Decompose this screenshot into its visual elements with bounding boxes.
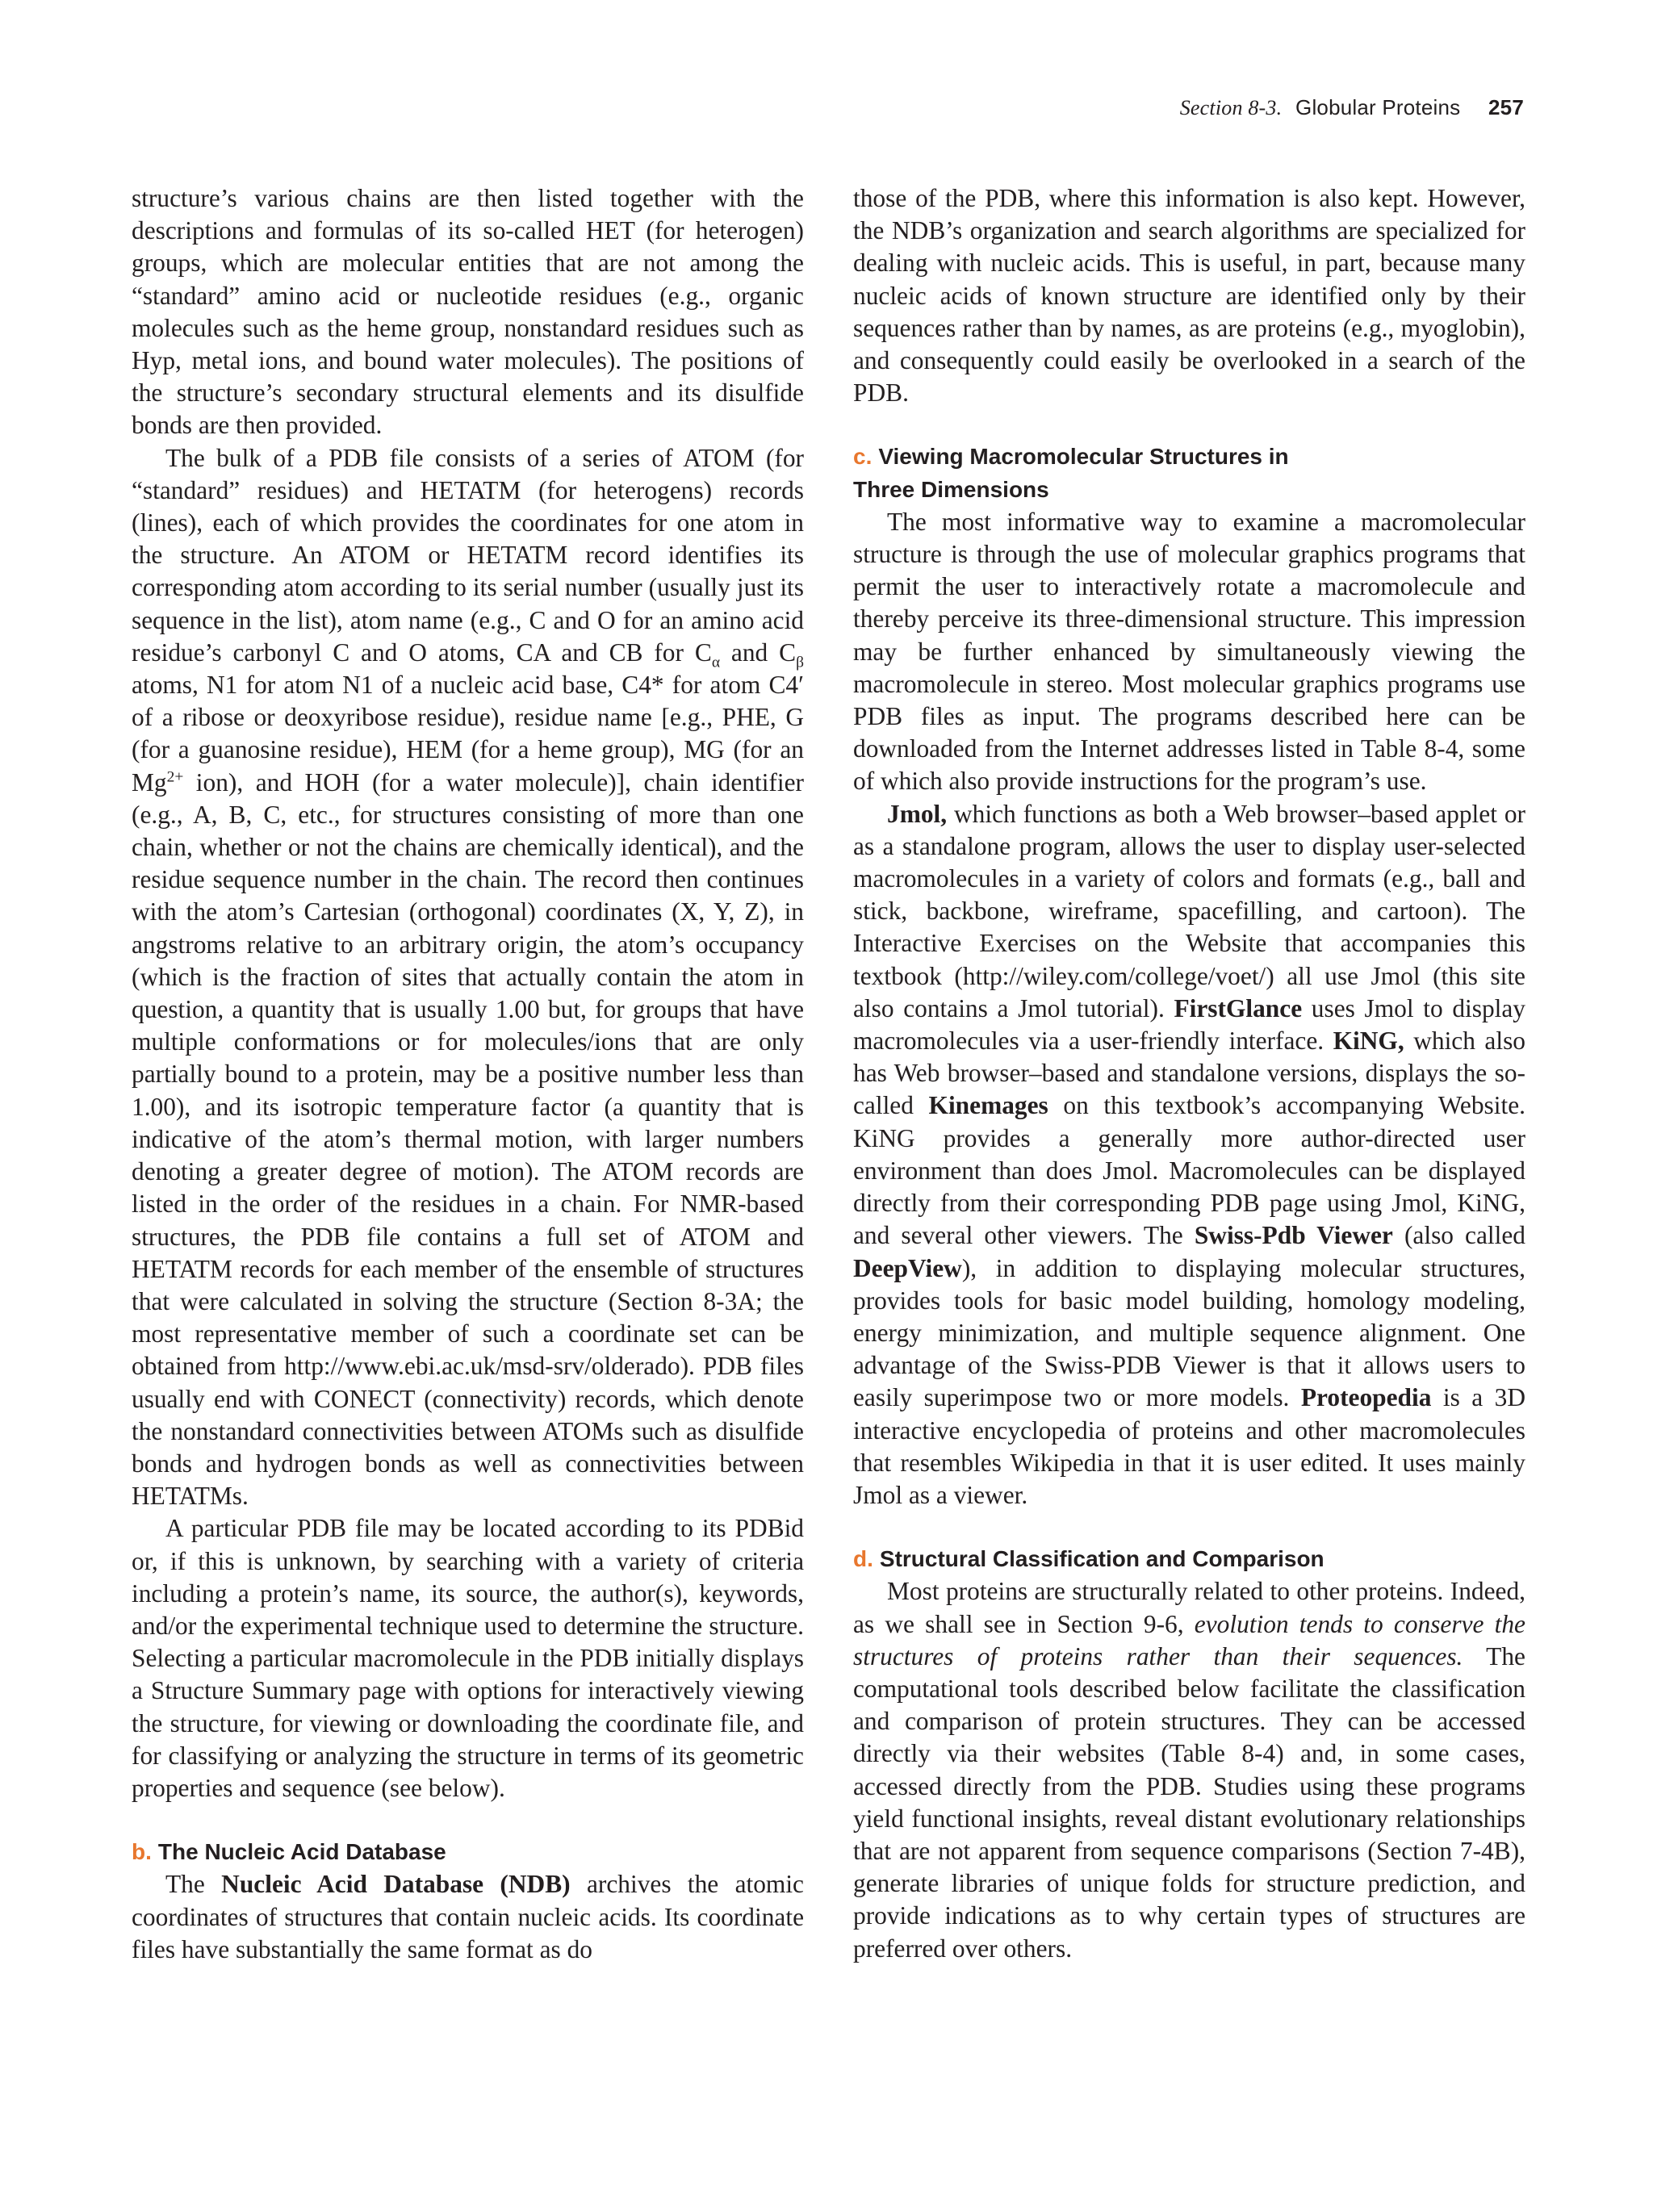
paragraph-structural-classification: Most proteins are structurally related to other proteins. Indeed, as we shall see in Section 9-6, evolution tends to conserve the structures of proteins rather than their sequences. The computational tools described below facilitate the classification and comparison of protein structures. They can be accessed directly via their websites (Table 8-4) and, in some cases, accessed directly from the PDB. Studies using these programs yield functional insights, reveal distant evolutionary relationships that are not apparent from sequence comparisons (Section 7-4B), generate libraries of unique folds for structure prediction, and provide indications as to why certain types of structures are preferred over others. [853, 1577, 1525, 1963]
section-number: Section 8-3. [1179, 96, 1283, 119]
paragraph-continued: structure’s various chains are then listed together with the descriptions and formulas of its so-called HET (for heterogen) groups, which are molecular entities that are not among the “standard” amino acid or nucleotide residues (e.g., organic molecules such as the heme group, nonstandard residues such as Hyp, metal ions, and bound water molecules). The positions of the structure’s secondary structural elements and its disulfide bonds are then provided. [132, 184, 804, 440]
left-column [132, 182, 804, 1966]
section-heading-b: b. The Nucleic Acid Database [132, 1839, 446, 1865]
subscript-alpha: α [711, 654, 721, 671]
paragraph-viewers: Jmol, which functions as both a Web browser–based applet or as a standalone program, allows the user to display user-selected macromolecules in a variety of colors and formats (e.g., ball and stick, backbone, wireframe, spacefilling, and cartoon). The Interactive Exercises on the Website that accompanies this textbook (http://wiley.com/college/voet/) all use Jmol (this site also contains a Jmol tutorial). FirstGlance uses Jmol to display macromolecules via a user-friendly interface. KiNG, which also has Web browser–based and standalone versions, displays the so-called Kinemages on this textbook’s accompanying Website. KiNG provides a generally more author-directed user environment than does Jmol. Macromolecules can be displayed directly from their corresponding PDB page using Jmol, KiNG, and several other viewers. The Swiss-Pdb Viewer (also called DeepView), in addition to displaying molecular structures, provides tools for basic model building, homology modeling, energy minimization, and multiple sequence alignment. One advantage of the Swiss-PDB Viewer is that it allows users to easily superimpose two or more models. Proteopedia is a 3D interactive encyclopedia of proteins and other macromolecules that resembles Wikipedia in that it is user edited. It uses mainly Jmol as a viewer. [853, 799, 1526, 1509]
subscript-beta: β [796, 654, 804, 671]
running-head [1180, 95, 1524, 120]
right-column [853, 182, 1525, 1965]
paragraph-molecular-graphics: The most informative way to examine a macromolecular structure is through the use of molecular graphics programs that permit the user to interactively rotate a macromolecule and thereby perceive its three-dimensional structure. This impression may be further enhanced by simultaneously viewing the macromolecule in stereo. Most molecular graphics programs use PDB files as input. The programs described here can be downloaded from the Internet addresses listed in Table 8-4, some of which also provide instructions for the program’s use. [853, 507, 1525, 796]
section-title: Globular Proteins [1295, 95, 1461, 119]
page-number: 257 [1488, 95, 1524, 119]
paragraph-pdb-atom-records: The bulk of a PDB file consists of a series of ATOM (for “standard” residues) and HETATM (for heterogens) records (lines), each of which provides the coordinates for one atom in the structure. An ATOM or HETATM record identifies its corresponding atom according to its serial number (usually just its sequence in the list), atom name (e.g., C and O for an amino acid residue’s carbonyl C and O atoms, CA and CB for $C_\alpha$ and $C_\beta$ atoms, N1 for atom N1 of a nucleic acid base, C4* for atom C4′ of a ribose or deoxyribose residue), residue name [e.g., PHE, G (for a guanosine residue), HEM (for a heme group), MG (for an $Mg^{2+}$ ion), and HOH (for a water molecule)], chain identifier (e.g., A, B, C, etc., for structures consisting of more than one chain, whether or not the chains are chemically identical), and the residue sequence number in the chain. The record then continues with the atom’s Cartesian (orthogonal) coordinates (X, Y, Z), in angstroms relative to an arbitrary origin, the atom’s occupancy (which is the fraction of sites that actually contain the atom in question, a quantity that is usually 1.00 but, for groups that have multiple conformations or for molecules/ions that are only partially bound to a protein, may be a positive number less than 1.00), and its isotropic temperature factor (a quantity that is indicative of the atom’s thermal motion, with larger numbers denoting a greater degree of motion). The ATOM records are listed in the order of the residues in a chain. For NMR-based structures, the PDB file contains a full set of ATOM and HETATM records for each member of the ensemble of structures that were calculated in solving the structure (Section 8-3A; the most representative member of such a coordinate set can be obtained from http://www.ebi.ac.uk/msd-srv/olderado). PDB files usually end with CONECT (connectivity) records, which denote the nonstandard connectivities between ATOMs such as disulfide bonds and hydrogen bonds as well as connectivities between HETATMs. [132, 443, 804, 1511]
section-heading-d: d. Structural Classification and Comparison [853, 1546, 1324, 1572]
paragraph-ndb: The Nucleic Acid Database (NDB) archives the atomic coordinates of structures that contain nucleic acids. Its coordinate files have substantially the same format as do [132, 1870, 804, 1963]
section-heading-c: c. Viewing Macromolecular Structures in Three Dimensions [853, 444, 1289, 502]
superscript-charge: 2+ [166, 768, 184, 786]
paragraph-ndb-continued: those of the PDB, where this information is also kept. However, the NDB’s organization and search algorithms are specialized for dealing with nucleic acids. This is useful, in part, because many nucleic acids of known structure are identified only by their sequences rather than by names, as are proteins (e.g., myoglobin), and consequently could easily be overlooked in a search of the PDB. [853, 184, 1525, 408]
paragraph-pdb-search: A particular PDB file may be located according to its PDBid or, if this is unknown, by searching with a variety of criteria including a protein’s name, its source, the author(s), keywords, and/or the experimental technique used to determine the structure. Selecting a particular macromolecule in the PDB initially displays a Structure Summary page with options for interactively viewing the structure, for viewing or downloading the coordinate file, and for classifying or analyzing the structure in terms of its geometric properties and sequence (see below). [132, 1514, 804, 1802]
